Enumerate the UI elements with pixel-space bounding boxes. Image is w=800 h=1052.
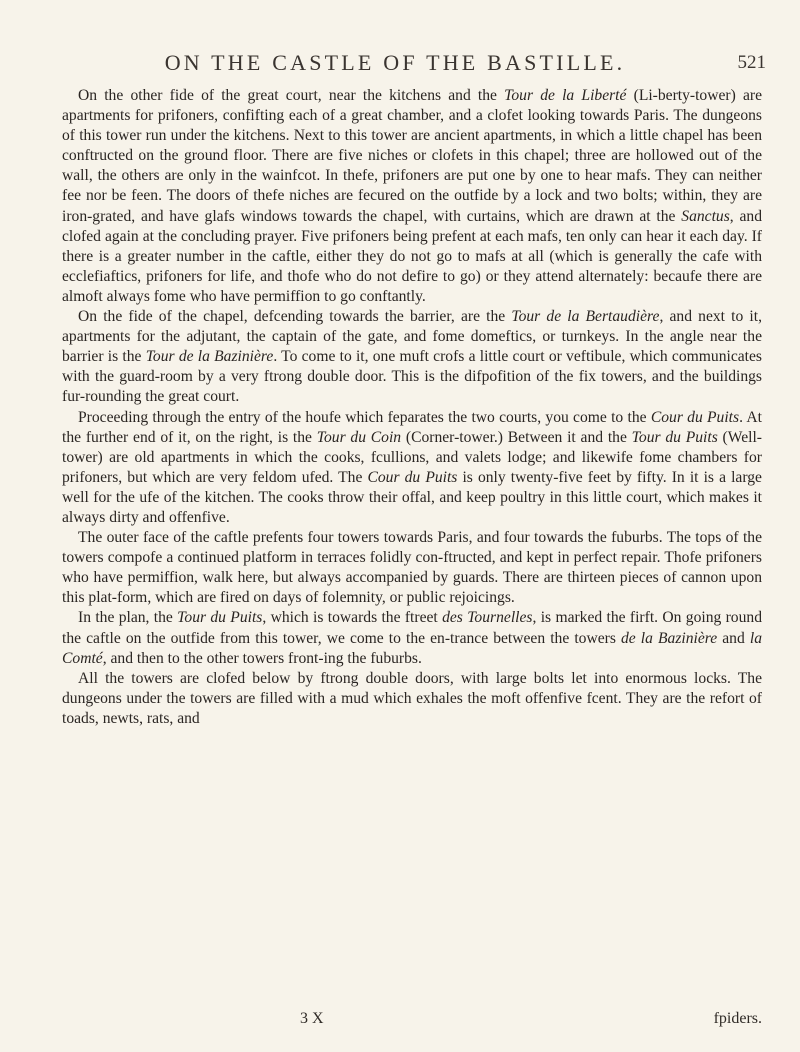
paragraph	[62, 86, 762, 307]
italic-run: Sanctus	[681, 207, 730, 225]
catchword: fpiders.	[713, 1010, 762, 1027]
body-text	[62, 86, 762, 729]
text-run: , and clofed again at the concluding prayer. Five prifoners being prefent at each mafs, ten only can hear it each day. If there is a greater number in the caftle, either they do not go to mafs at all (which is generally the cafe with ecclefiaftics, prifoners for life, and thofe who do not defire to go) or they attend alternately: becaufe there are almoft always fome who have permiffion to go conftantly.	[62, 207, 763, 305]
text-run: All the towers are clofed below by ftrong double doors, with large bolts let into enormous locks. The dungeons under the towers are filled with a mud which exhales the moft offenfive fcent. They are the refort of toads, newts, rats, and	[62, 669, 762, 727]
text-run: , which is towards the ftreet	[262, 609, 443, 627]
text-run: . To come to it, one muft crofs a little court or veftibule, which communicates with the guard-room by a very ftrong double door. This is the difpofition of the fix towers, and the buildings fur-rounding the great court.	[62, 348, 762, 406]
text-run: The outer face of the caftle prefents four towers towards Paris, and four towards the fuburbs. The tops of the towers compofe a continued platform in terraces folidly con-ftructed, and kept in perfect repair. Thofe prifoners who have permiffion, walk here, but always accompanied by guards. There are thirteen pieces of cannon upon this plat-form, which are fired on days of folemnity, or public rejoicings.	[62, 529, 762, 607]
running-title: ON THE CASTLE OF THE BASTILLE.	[164, 50, 626, 75]
paragraph	[62, 669, 762, 729]
italic-run: Cour du Puits	[650, 408, 740, 426]
text-run: , and next to it, apartments for the adjutant, the captain of the gate, and fome domeftics, or turnkeys. In the angle near the barrier is the	[62, 308, 762, 366]
italic-run: Tour du Coin	[316, 428, 402, 446]
text-run: . At the further end of it, on the right, is the	[62, 408, 762, 446]
running-head	[0, 50, 800, 90]
italic-run: Tour du Puits	[177, 609, 263, 627]
text-run: On the other fide of the great court, near the kitchens and the	[78, 87, 505, 104]
italic-run: Tour du Puits	[631, 428, 718, 446]
paragraph	[62, 307, 762, 407]
text-run: (Well-tower) are old apartments in which the cooks, fcullions, and valets lodge; and likewife fome chambers for prifoners, but which are very feldom ufed. The	[62, 428, 762, 486]
text-run: On the fide of the chapel, defcending towards the barrier, are the	[78, 308, 512, 326]
text-run: is only twenty-five feet by fifty. In it is a large well for the ufe of the kitchen. The cooks throw their offal, and keep poultry in this little court, which makes it always dirty and offenfive.	[62, 468, 762, 526]
text-run: (Corner-tower.) Between it and the	[401, 428, 632, 446]
paragraph	[62, 528, 762, 608]
page-number: 521	[737, 52, 766, 73]
italic-run: Tour de la Liberté	[504, 87, 627, 104]
page-footer	[62, 1010, 764, 1034]
text-run: and	[717, 629, 750, 647]
italic-run: Tour de la Bazinière	[145, 348, 274, 366]
signature-mark: 3 X	[300, 1010, 324, 1027]
paragraph	[62, 408, 762, 529]
italic-run: la Comté	[62, 629, 762, 667]
italic-run: de la Bazinière	[621, 629, 718, 647]
text-run: (Li-berty-tower) are apartments for prifoners, confifting each of a great chamber, and a clofet looking towards Paris. The dungeons of this tower run under the kitchens. Next to this tower are ancient apartments, in which a little chapel has been conftructed on the ground floor. There are five niches or clofets in this chapel; three are hollowed out of the wall, the others are only in the wainfcot. In thefe, prifoners are put one by one to hear mafs. They can neither fee nor be feen. The doors of thefe niches are fecured on the outfide by a lock and two bolts; within, they are iron-grated, and have glafs windows towards the chapel, with curtains, which are drawn at the	[62, 87, 762, 225]
paragraph	[62, 608, 762, 668]
text-run: In the plan, the	[78, 609, 178, 627]
italic-run: Cour du Puits	[367, 468, 458, 486]
text-run: Proceeding through the entry of the houfe which feparates the two courts, you come to the	[78, 408, 651, 426]
italic-run: Tour de la Bertaudière	[511, 308, 660, 326]
italic-run: des Tournelles	[442, 609, 533, 627]
text-run: , is marked the firft. On going round the caftle on the outfide from this tower, we come to the en-trance between the towers	[62, 609, 762, 647]
text-run: , and then to the other towers front-ing the fuburbs.	[102, 649, 422, 667]
